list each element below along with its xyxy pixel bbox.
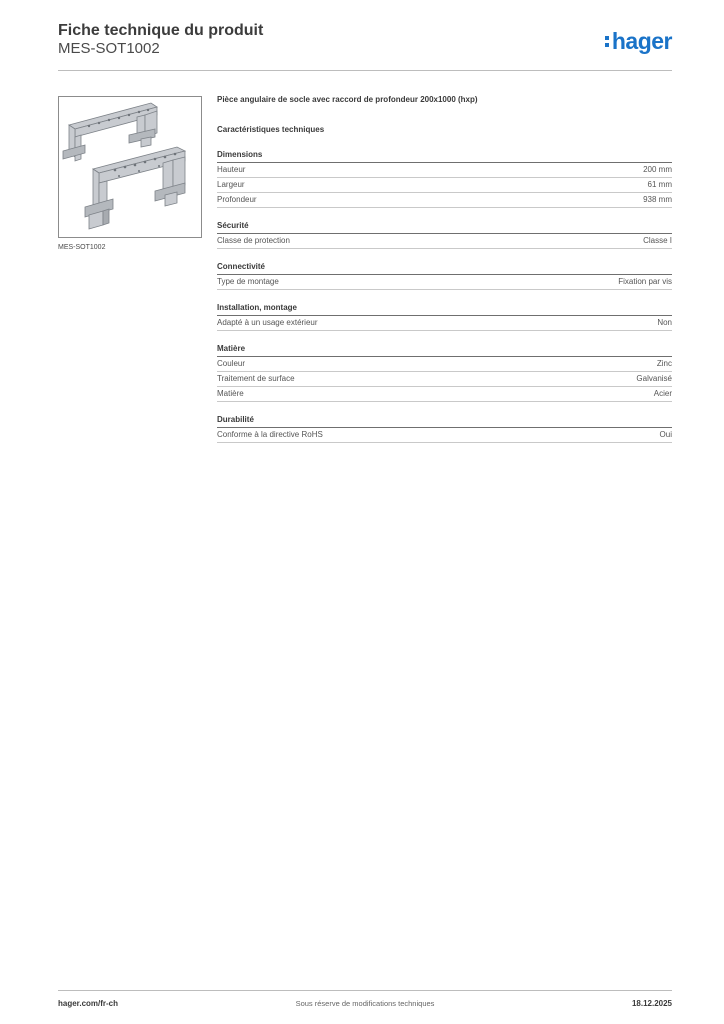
spec-label: Profondeur <box>217 195 257 204</box>
spec-value: Fixation par vis <box>618 277 672 286</box>
spec-row <box>217 193 672 208</box>
spec-value: Zinc <box>656 359 672 368</box>
section-title: Connectivité <box>217 261 672 275</box>
product-image <box>58 96 202 238</box>
spec-row <box>217 163 672 178</box>
page-footer <box>58 990 672 1015</box>
spec-row <box>217 234 672 249</box>
spec-value: Acier <box>653 389 672 398</box>
spec-row <box>217 178 672 193</box>
spec-label: Matière <box>217 389 244 398</box>
section-title: Durabilité <box>217 414 672 428</box>
spec-row <box>217 275 672 290</box>
product-content <box>217 94 672 443</box>
spec-row <box>217 316 672 331</box>
spec-label: Hauteur <box>217 165 246 174</box>
spec-label: Couleur <box>217 359 246 368</box>
section-installation <box>217 302 672 331</box>
spec-row <box>217 372 672 387</box>
logo-colon-icon <box>605 31 610 49</box>
spec-value: 938 mm <box>643 195 672 204</box>
product-description: Pièce angulaire de socle avec raccord de profondeur 200x1000 (hxp) <box>217 95 478 104</box>
spec-label: Conforme à la directive RoHS <box>217 430 323 439</box>
spec-value: Classe I <box>643 236 672 245</box>
section-dimensions <box>217 149 672 208</box>
base-bracket-illustration <box>59 97 201 237</box>
spec-label: Type de montage <box>217 277 279 286</box>
spec-label: Adapté à un usage extérieur <box>217 318 318 327</box>
spec-value: 61 mm <box>647 180 672 189</box>
footer-date: 18.12.2025 <box>631 999 672 1008</box>
spec-value: 200 mm <box>643 165 672 174</box>
footer-website-link[interactable]: hager.com/fr-ch <box>58 999 119 1008</box>
section-securite <box>217 220 672 249</box>
footer-notice: Sous réserve de modifications techniques <box>295 999 435 1008</box>
spec-row <box>217 387 672 402</box>
spec-label: Largeur <box>217 180 245 189</box>
spec-label: Classe de protection <box>217 236 290 245</box>
spec-value: Non <box>657 318 672 327</box>
product-code: MES-SOT1002 <box>58 40 160 57</box>
hager-logo <box>605 28 672 55</box>
section-title: Sécurité <box>217 220 672 234</box>
section-title: Installation, montage <box>217 302 672 316</box>
spec-row <box>217 428 672 443</box>
section-connectivite <box>217 261 672 290</box>
section-title: Matière <box>217 343 672 357</box>
logo-text: hager <box>611 28 672 54</box>
spec-label: Traitement de surface <box>217 374 295 383</box>
section-matiere <box>217 343 672 402</box>
document-title: Fiche technique du produit <box>58 22 264 39</box>
image-caption: MES-SOT1002 <box>58 244 106 251</box>
section-durabilite <box>217 414 672 443</box>
page-header <box>58 20 672 71</box>
spec-row <box>217 357 672 372</box>
tech-characteristics-heading: Caractéristiques techniques <box>217 125 325 134</box>
spec-value: Oui <box>659 430 672 439</box>
section-title: Dimensions <box>217 149 672 163</box>
spec-value: Galvanisé <box>636 374 672 383</box>
